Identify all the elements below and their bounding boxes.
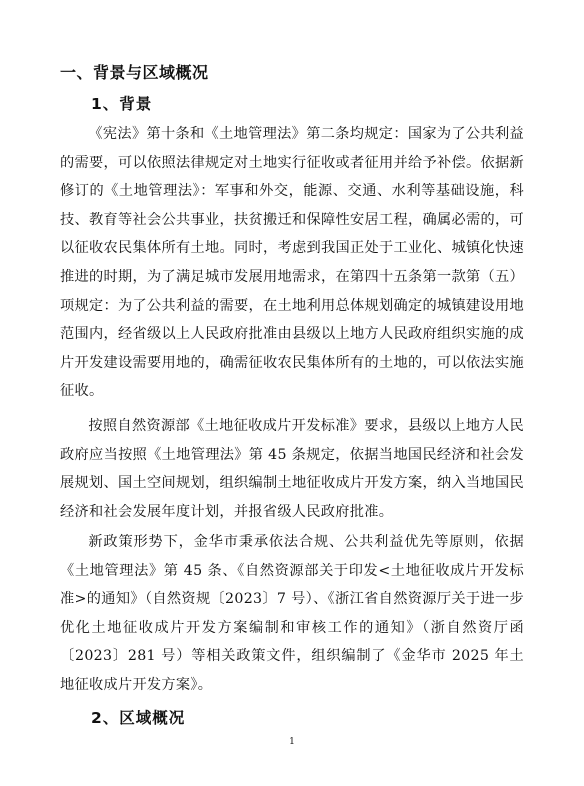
page-number: 1 bbox=[289, 737, 295, 747]
paragraph-1: 《宪法》第十条和《土地管理法》第二条均规定：国家为了公共利益的需要，可以依照法律规定对土地实行征收或者征用并给予补偿。依据新修订的《土地管理法》：军事和外交，能源、交通、水利等基础设施，科技、教育等社会公共事业，扶贫搬迁和保障性安居工程，确属必需的，可以征收农民集体所有土地。同时，考虑到我国正处于工业化、城镇化快速推进的时期，为了满足城市发展用地需求，在第四十五条第一款第（五）项规定：为了公共利益的需要，在土地利用总体规划确定的城镇建设用地范围内，经省级以上人民政府批准由县级以上地方人民政府组织实施的成片开发建设需要用地的，确需征收农民集体所有的土地的，可以依法实施征收。 bbox=[60, 126, 524, 400]
section-heading: 一、背景与区域概况 bbox=[60, 63, 209, 82]
subsection-heading-background: 1、背景 bbox=[91, 95, 153, 113]
subsection-heading-regional-overview: 2、区域概况 bbox=[91, 709, 186, 727]
paragraph-3: 新政策形势下，金华市秉承依法合规、公共利益优先等原则，依据《土地管理法》第 45 条、《自然资源部关于印发<土地征收成片开发标准>的通知》（自然资规〔2023〕7 号）、《浙江省自然资源厅关于进一步优化土地征收成片开发方案编制和审核工作的通知》（浙自然资厅函〔2023〕281 号）等相关政策文件，组织编制了《金华市 2025 年土地征收成片开发方案》。 bbox=[60, 534, 524, 693]
paragraph-2: 按照自然资源部《土地征收成片开发标准》要求，县级以上地方人民政府应当按照《土地管理法》第 45 条规定，依据当地国民经济和社会发展规划、国土空间规划，组织编制土地征收成片开发方案，纳入当地国民经济和社会发展年度计划，并报省级人民政府批准。 bbox=[60, 418, 524, 520]
